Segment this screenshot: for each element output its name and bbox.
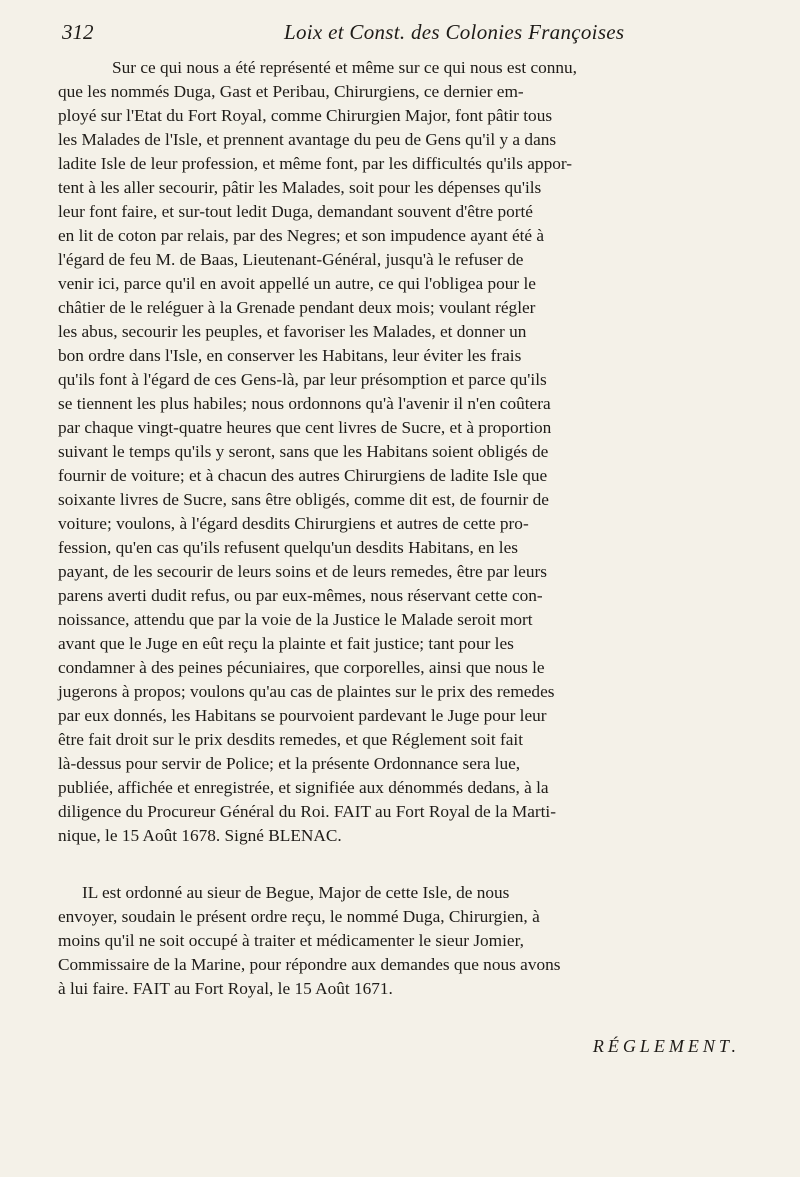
- text-line: condamner à des peines pécuniaires, que corporelles, ainsi que nous le: [58, 658, 545, 677]
- text-line: leur font faire, et sur-tout ledit Duga, demandant souvent d'être porté: [58, 202, 533, 221]
- text-line: être fait droit sur le prix desdits remedes, et que Réglement soit fait: [58, 730, 524, 749]
- page-number: 312: [62, 20, 94, 44]
- text-line: voiture; voulons, à l'égard desdits Chirurgiens et autres de cette pro-: [58, 514, 529, 533]
- running-title: Loix et Const. des Colonies Françoises: [284, 20, 625, 44]
- text-line: ladite Isle de leur profession, et même font, par les difficultés qu'ils appor-: [58, 154, 573, 173]
- text-line: noissance, attendu que par la voie de la Justice le Malade seroit mort: [58, 610, 533, 629]
- text-line: diligence du Procureur Général du Roi. FAIT au Fort Royal de la Marti-: [58, 802, 556, 821]
- text-line: tent à les aller secourir, pâtir les Malades, soit pour les dépenses qu'ils: [58, 178, 542, 197]
- text-line: se tiennent les plus habiles; nous ordonnons qu'à l'avenir il n'en coûtera: [58, 394, 551, 413]
- text-line: bon ordre dans l'Isle, en conserver les Habitans, leur éviter les frais: [58, 346, 522, 365]
- text-line: publiée, affichée et enregistrée, et signifiée aux dénommés dedans, à la: [58, 778, 549, 797]
- text-line: les abus, secourir les peuples, et favoriser les Malades, et donner un: [58, 322, 527, 341]
- text-line: Commissaire de la Marine, pour répondre aux demandes que nous avons: [58, 955, 561, 974]
- text-line: les Malades de l'Isle, et prennent avantage du peu de Gens qu'il y a dans: [58, 130, 557, 149]
- text-line: soixante livres de Sucre, sans être obligés, comme dit est, de fournir de: [58, 490, 549, 509]
- text-line: fession, qu'en cas qu'ils refusent quelqu'un desdits Habitans, en les: [58, 538, 519, 557]
- paragraph-order: [58, 881, 770, 1001]
- text-line: avant que le Juge en eût reçu la plainte et fait justice; tant pour les: [58, 634, 514, 653]
- catchword: RÉGLEMENT.: [592, 1036, 740, 1056]
- text-line: parens averti dudit refus, ou par eux-mêmes, nous réservant cette con-: [58, 586, 543, 605]
- text-line: Sur ce qui nous a été représenté et même sur ce qui nous est connu,: [112, 58, 578, 77]
- text-line: que les nommés Duga, Gast et Peribau, Chirurgiens, ce dernier em-: [58, 82, 524, 101]
- text-line: par chaque vingt-quatre heures que cent livres de Sucre, et à proportion: [58, 418, 552, 437]
- text-line: en lit de coton par relais, par des Negres; et son impudence ayant été à: [58, 226, 545, 245]
- text-line: moins qu'il ne soit occupé à traiter et médicamenter le sieur Jomier,: [58, 931, 524, 950]
- text-line: venir ici, parce qu'il en avoit appellé un autre, ce qui l'obligea pour le: [58, 274, 536, 293]
- paragraph-ordinance: [58, 56, 770, 848]
- text-line: là-dessus pour servir de Police; et la présente Ordonnance sera lue,: [58, 754, 521, 773]
- text-line: fournir de voiture; et à chacun des autres Chirurgiens de ladite Isle que: [58, 466, 548, 485]
- text-line: suivant le temps qu'ils y seront, sans que les Habitans soient obligés de: [58, 442, 549, 461]
- paragraph-gap: [58, 848, 770, 881]
- text-line: par eux donnés, les Habitans se pourvoient pardevant le Juge pour leur: [58, 706, 547, 725]
- text-line: nique, le 15 Août 1678. Signé BLENAC.: [58, 826, 342, 845]
- text-line: qu'ils font à l'égard de ces Gens-là, par leur présomption et parce qu'ils: [58, 370, 547, 389]
- body-text: [58, 56, 770, 1001]
- text-line: payant, de les secourir de leurs soins et de leurs remedes, être par leurs: [58, 562, 547, 581]
- text-line: IL est ordonné au sieur de Begue, Major de cette Isle, de nous: [82, 883, 510, 902]
- text-line: envoyer, soudain le présent ordre reçu, le nommé Duga, Chirurgien, à: [58, 907, 540, 926]
- text-line: jugerons à propos; voulons qu'au cas de plaintes sur le prix des remedes: [58, 682, 555, 701]
- text-line: châtier de le reléguer à la Grenade pendant deux mois; voulant régler: [58, 298, 536, 317]
- page-header: [62, 20, 752, 54]
- text-line: ployé sur l'Etat du Fort Royal, comme Chirurgien Major, font pâtir tous: [58, 106, 553, 125]
- text-line: à lui faire. FAIT au Fort Royal, le 15 Août 1671.: [58, 979, 393, 998]
- text-line: l'égard de feu M. de Baas, Lieutenant-Général, jusqu'à le refuser de: [58, 250, 524, 269]
